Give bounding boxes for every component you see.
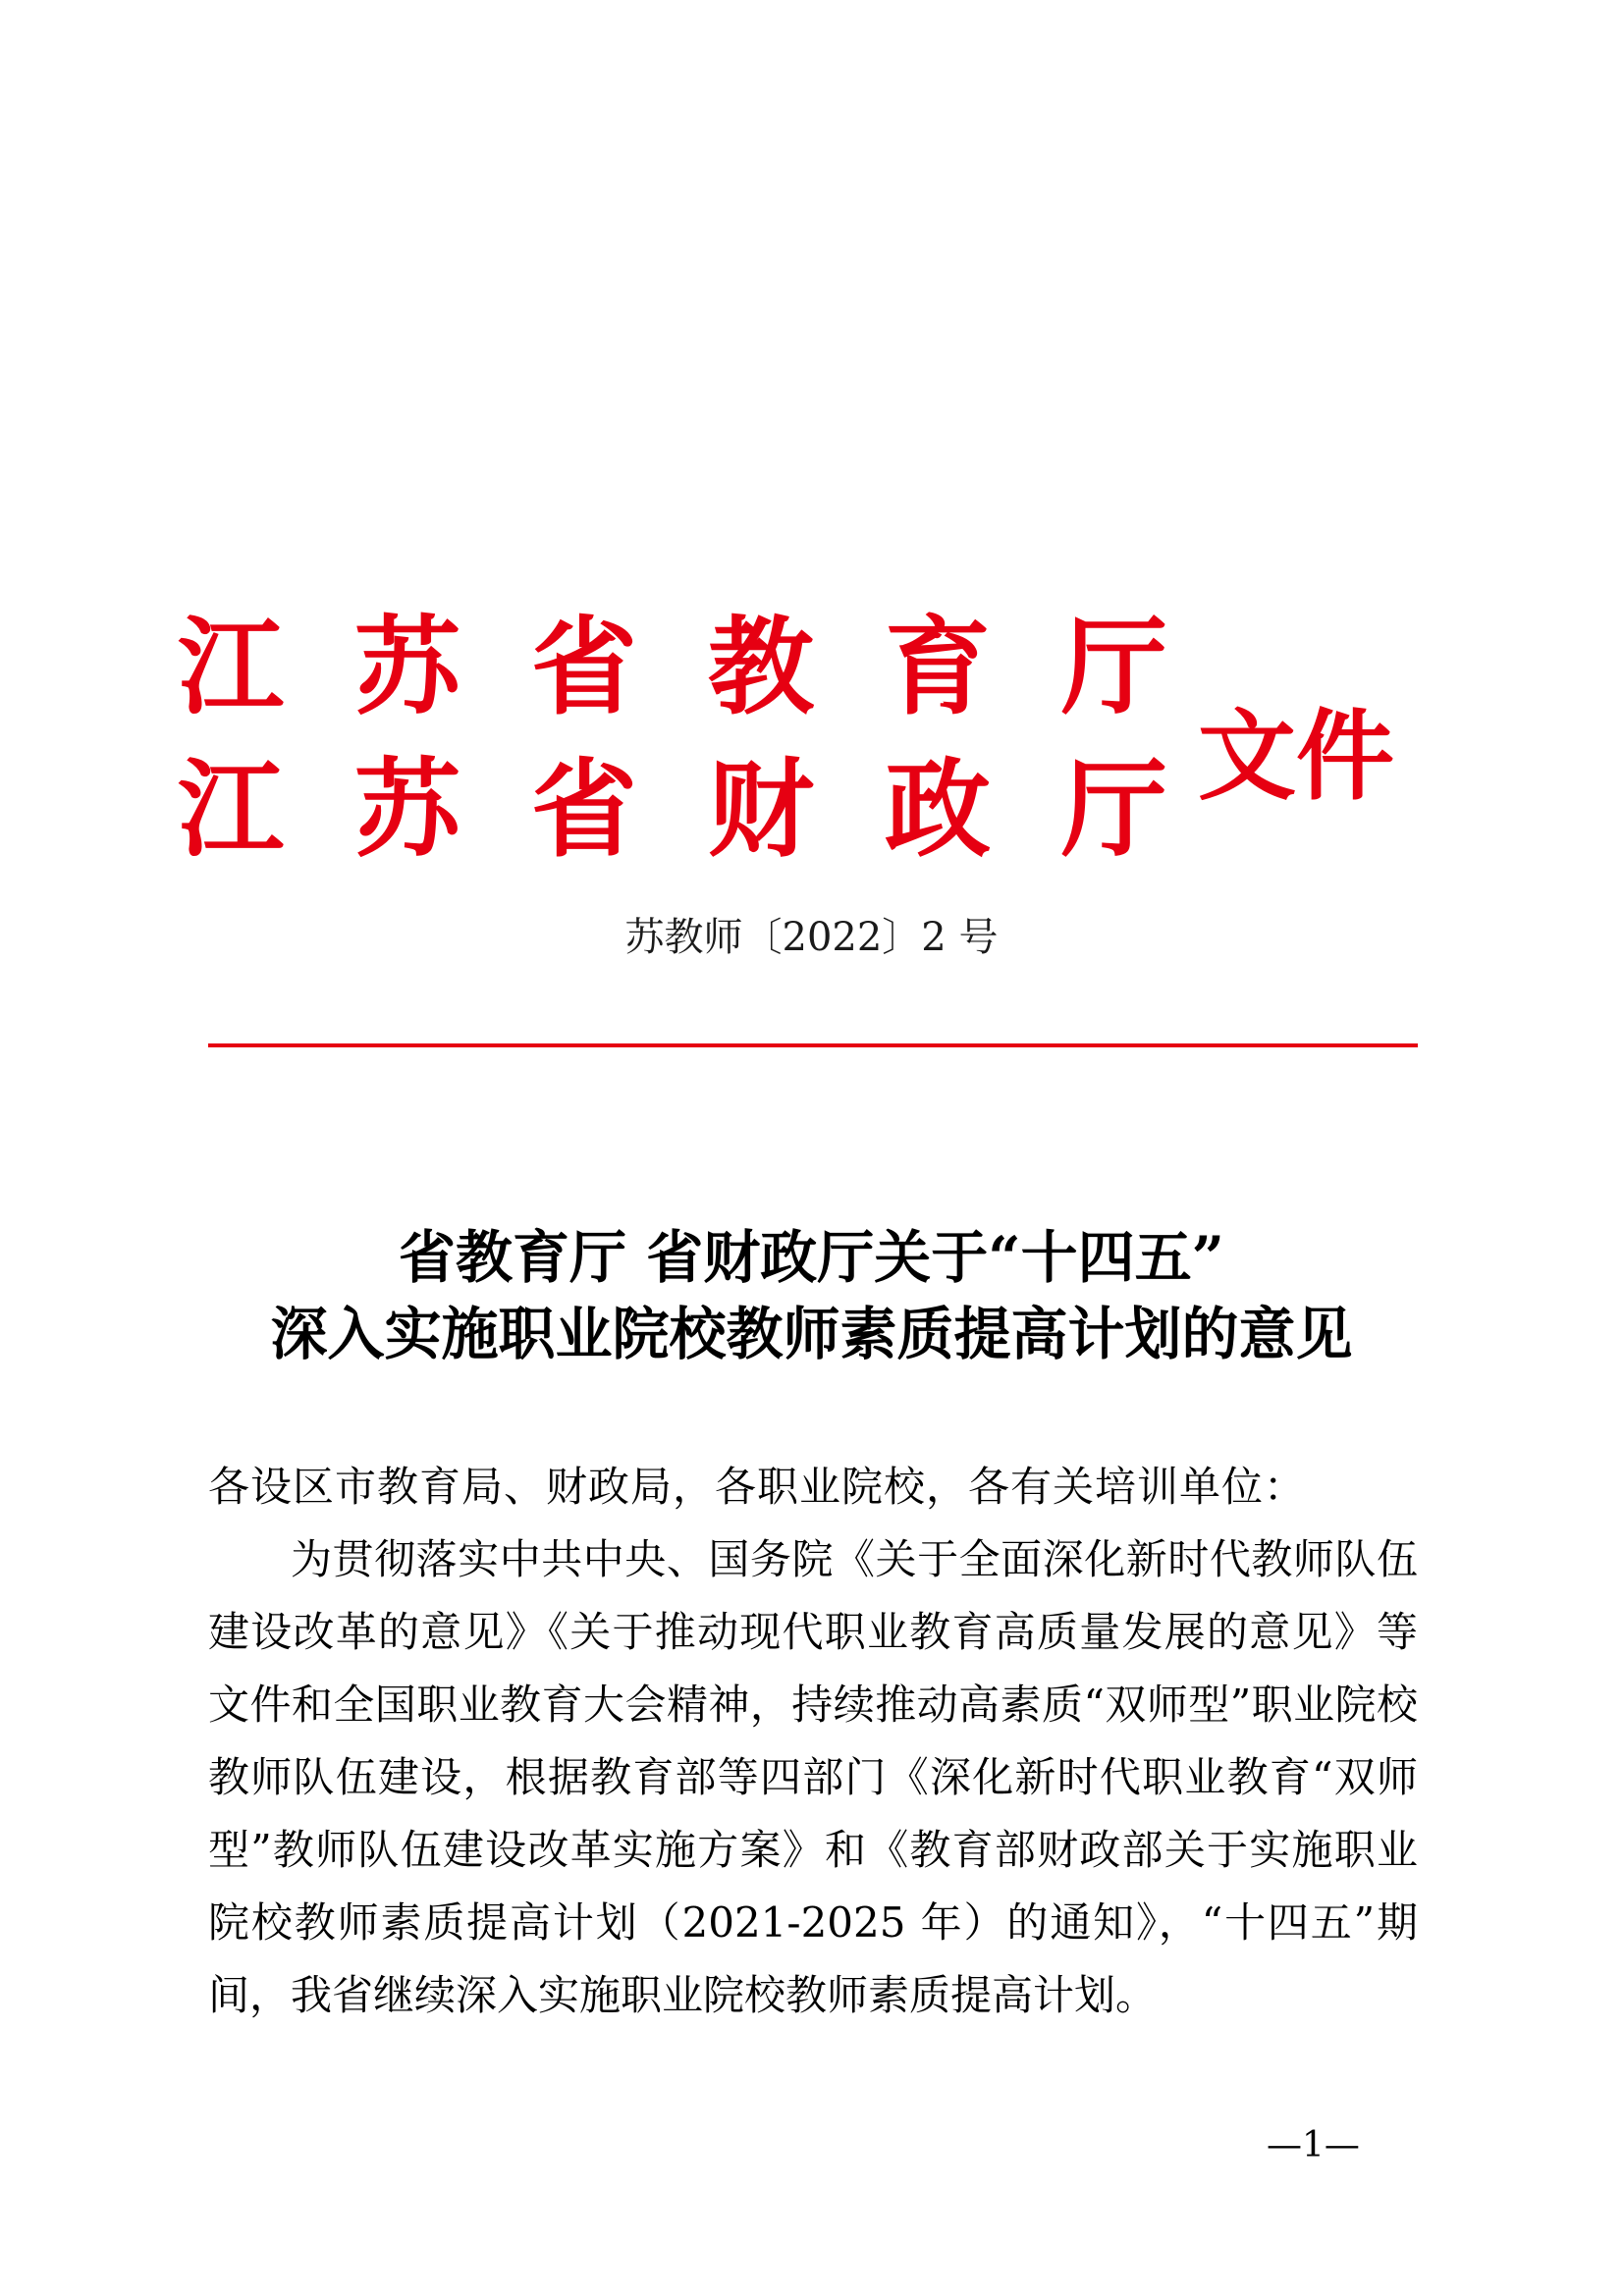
issuer-char: 苏 bbox=[353, 606, 460, 729]
issuer-finance-department bbox=[177, 746, 1168, 874]
issuer-char: 政 bbox=[884, 748, 991, 872]
issuer-char: 省 bbox=[530, 748, 637, 872]
body-paragraph: 为贯彻落实中共中央、国务院《关于全面深化新时代教师队伍建设改革的意见》《关于推动现代职业教育高质量发展的意见》等文件和全国职业教育大会精神，持续推动高素质“双师型”职业院校教师队伍建设，根据教育部等四部门《深化新时代职业教育“双师型”教师队伍建设改革实施方案》和《教育部财政部关于实施职业院校教师素质提高计划（2021-2025 年）的通知》，“十四五”期间，我省继续深入实施职业院校教师素质提高计划。 bbox=[208, 1535, 1418, 2019]
salutation: 各设区市教育局、财政局，各职业院校，各有关培训单位： bbox=[208, 1463, 1307, 1511]
document-header bbox=[177, 604, 1443, 888]
document-number: 苏教师〔2022〕2 号 bbox=[624, 915, 999, 960]
issuer-char: 江 bbox=[177, 606, 284, 729]
page-number: —1— bbox=[1267, 2125, 1360, 2165]
document-body bbox=[208, 1451, 1418, 2032]
issuer-char: 厅 bbox=[1060, 748, 1167, 872]
issuer-char: 苏 bbox=[353, 748, 460, 872]
issuer-education-department bbox=[177, 604, 1168, 731]
issuer-char: 省 bbox=[530, 606, 637, 729]
issuer-char: 江 bbox=[177, 748, 284, 872]
document-suffix: 文件 bbox=[1198, 698, 1394, 814]
document-title-line-2: 深入实施职业院校教师素质提高计划的意见 bbox=[270, 1301, 1353, 1367]
red-divider-line bbox=[208, 1043, 1418, 1047]
issuer-char: 育 bbox=[884, 606, 991, 729]
document-title-line-1: 省教育厅 省财政厅关于“十四五” bbox=[399, 1224, 1224, 1291]
issuer-char: 教 bbox=[707, 606, 814, 729]
issuer-char: 财 bbox=[707, 748, 814, 872]
issuer-char: 厅 bbox=[1060, 606, 1167, 729]
